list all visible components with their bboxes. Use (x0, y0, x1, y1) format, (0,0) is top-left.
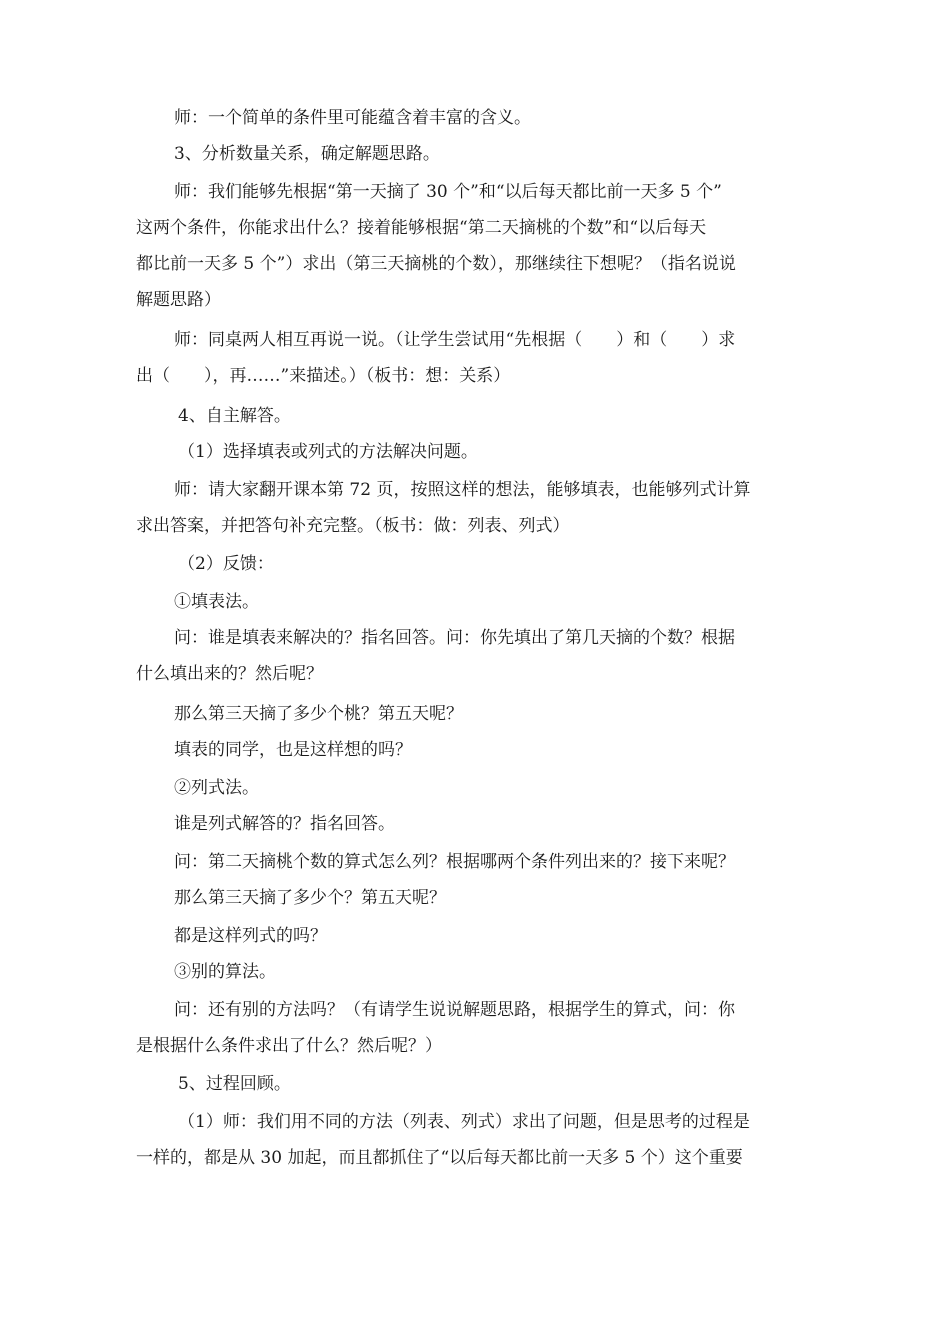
text-line: ②列式法。 (174, 778, 259, 798)
text-line: 师：同桌两人相互再说一说。（让学生尝试用“先根据（ ）和（ ）求 (174, 330, 736, 350)
text-line: 出（ ），再……”来描述。）（板书：想：关系） (136, 366, 511, 386)
subheading-choose-method (136, 434, 816, 470)
text-line: 这两个条件，你能求出什么？接着能够根据“第二天摘桃的个数”和“以后每天 (136, 218, 707, 238)
text-line: （1）选择填表或列式的方法解决问题。 (178, 442, 478, 462)
paragraph-third-day-question (136, 696, 816, 732)
text-line: 都是这样列式的吗？ (174, 926, 327, 946)
text-line: 求出答案，并把答句补充完整。（板书：做：列表、列式） (136, 516, 570, 536)
text-line: 都比前一天多 5 个”）求出（第三天摘桃的个数），那继续往下想呢？（指名说说 (136, 254, 736, 274)
text-line: 那么第三天摘了多少个？第五天呢？ (174, 888, 446, 908)
text-line: 什么填出来的？然后呢？ (136, 664, 323, 684)
section-heading-4 (136, 398, 816, 434)
text-line: 问：还有别的方法吗？（有请学生说说解题思路，根据学生的算式，问：你 (174, 1000, 735, 1020)
paragraph-other-method-question (136, 992, 816, 1064)
text-line: 师：请大家翻开课本第 72 页，按照这样的想法，能够填表，也能够列式计算 (174, 480, 751, 500)
item-other-method (136, 954, 816, 990)
text-line: 谁是列式解答的？指名回答。 (174, 814, 395, 834)
item-fill-table-method (136, 584, 816, 620)
item-equation-method (136, 770, 816, 806)
subheading-feedback (136, 546, 816, 582)
text-line: 4、自主解答。 (178, 406, 291, 426)
paragraph-same-equation (136, 918, 816, 954)
section-heading-5 (136, 1066, 816, 1102)
paragraph-fill-table-question (136, 620, 816, 692)
text-line: 一样的，都是从 30 加起，而且都抓住了“以后每天都比前一天多 5 个）这个重要 (136, 1148, 743, 1168)
paragraph-who-used-equation (136, 806, 816, 842)
text-line: 那么第三天摘了多少个桃？第五天呢？ (174, 704, 463, 724)
paragraph-same-thinking (136, 732, 816, 768)
text-line: 解题思路） (136, 290, 221, 310)
paragraph-teacher-question (136, 174, 816, 318)
text-line: 填表的同学，也是这样想的吗？ (174, 740, 412, 760)
text-line: 5、过程回顾。 (178, 1074, 291, 1094)
text-line: 是根据什么条件求出了什么？然后呢？） (136, 1036, 442, 1056)
section-heading-3 (136, 136, 816, 172)
text-line: 问：谁是填表来解决的？指名回答。问：你先填出了第几天摘的个数？根据 (174, 628, 735, 648)
paragraph-teacher-remark (136, 100, 816, 136)
text-line: 3、分析数量关系，确定解题思路。 (174, 144, 440, 164)
paragraph-process-review (136, 1104, 816, 1176)
text-line: ①填表法。 (174, 592, 259, 612)
text-line: 师：一个简单的条件里可能蕴含着丰富的含义。 (174, 108, 531, 128)
paragraph-second-day-equation (136, 844, 816, 880)
text-line: 问：第二天摘桃个数的算式怎么列？根据哪两个条件列出来的？接下来呢？ (174, 852, 735, 872)
paragraph-open-textbook (136, 472, 816, 544)
text-line: ③别的算法。 (174, 962, 276, 982)
text-line: （1）师：我们用不同的方法（列表、列式）求出了问题，但是思考的过程是 (178, 1112, 750, 1132)
paragraph-pair-discussion (136, 322, 816, 394)
text-line: 师：我们能够先根据“第一天摘了 30 个”和“以后每天都比前一天多 5 个” (174, 182, 722, 202)
paragraph-third-fifth-day (136, 880, 816, 916)
text-line: （2）反馈： (178, 554, 274, 574)
